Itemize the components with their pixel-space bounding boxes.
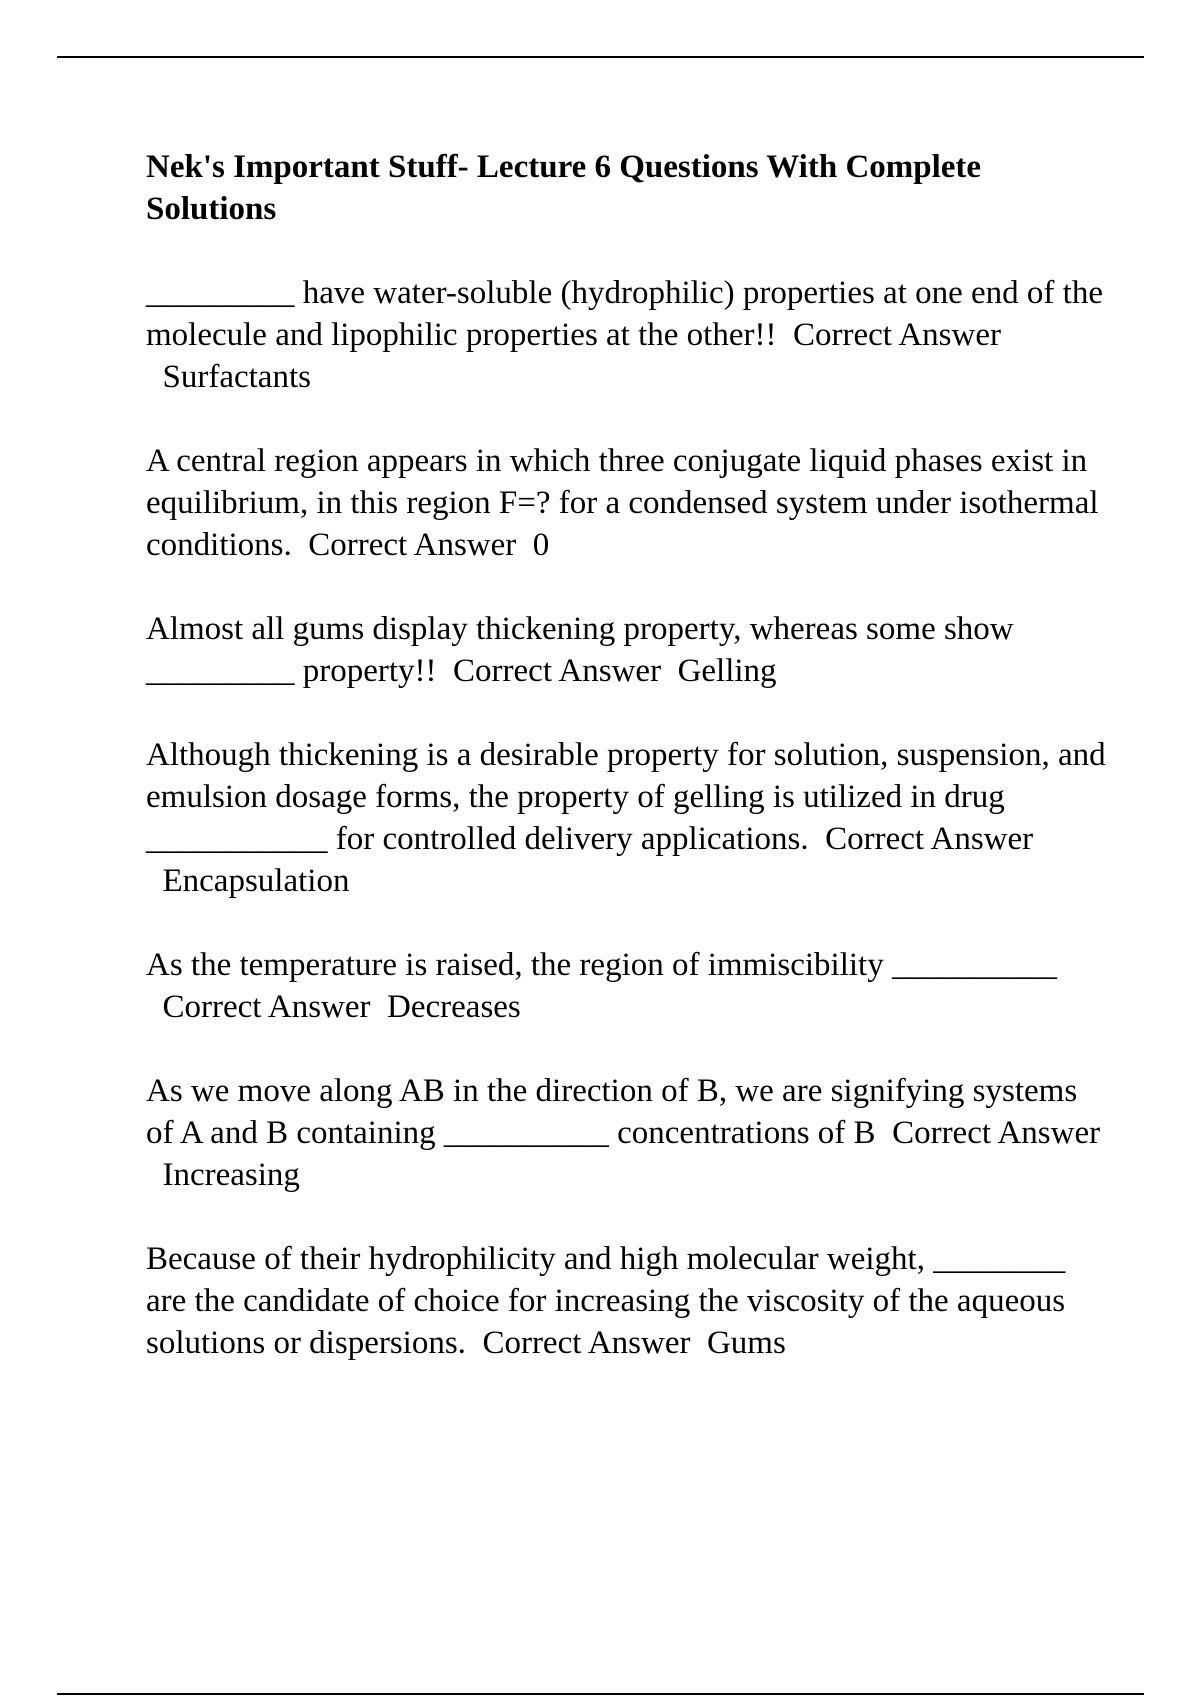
answer-text: Gums xyxy=(706,1325,786,1361)
answer-text: Encapsulation xyxy=(162,863,350,899)
qa-item-4 xyxy=(146,734,1106,902)
question-text: _________ have water-soluble (hydrophilic) properties at one end of the molecule and lipophilic properties at the other!! xyxy=(146,275,1103,353)
answer-text: Increasing xyxy=(162,1157,300,1193)
question-text: Although thickening is a desirable property for solution, suspension, and emulsion dosage forms, the property of gelling is utilized in drug ___________ for controlled delivery applications. xyxy=(146,737,1106,857)
qa-item-5 xyxy=(146,944,1106,1028)
question-text: Because of their hydrophilicity and high molecular weight, ________ are the candidate of choice for increasing the viscosity of the aqueous solutions or dispersions. xyxy=(146,1241,1066,1361)
answer-label: Correct Answer xyxy=(892,1115,1101,1151)
answer-label: Correct Answer xyxy=(482,1325,691,1361)
question-text: A central region appears in which three conjugate liquid phases exist in equilibrium, in this region F=? for a condensed system under isothermal conditions. xyxy=(146,443,1099,563)
answer-label: Correct Answer xyxy=(825,821,1034,857)
answer-text: 0 xyxy=(532,527,550,563)
document-body xyxy=(146,146,1106,1406)
question-text: Almost all gums display thickening property, whereas some show _________ property!! xyxy=(146,611,1014,689)
answer-text: Decreases xyxy=(387,989,521,1025)
qa-item-2 xyxy=(146,440,1106,566)
qa-item-6 xyxy=(146,1070,1106,1196)
footer-rule xyxy=(57,1693,1144,1695)
answer-label: Correct Answer xyxy=(162,989,371,1025)
answer-text: Gelling xyxy=(677,653,777,689)
document-title: Nek's Important Stuff- Lecture 6 Questions With Complete Solutions xyxy=(146,149,982,227)
answer-label: Correct Answer xyxy=(792,317,1001,353)
answer-label: Correct Answer xyxy=(453,653,662,689)
header-rule xyxy=(57,56,1144,58)
answer-text: Surfactants xyxy=(162,359,311,395)
qa-item-7 xyxy=(146,1238,1106,1364)
answer-label: Correct Answer xyxy=(308,527,517,563)
question-text: As the temperature is raised, the region of immiscibility __________ xyxy=(146,947,1057,983)
qa-item-1 xyxy=(146,272,1106,398)
question-text: As we move along AB in the direction of B, we are signifying systems of A and B containing __________ concentrations of B xyxy=(146,1073,1078,1151)
qa-item-3 xyxy=(146,608,1106,692)
